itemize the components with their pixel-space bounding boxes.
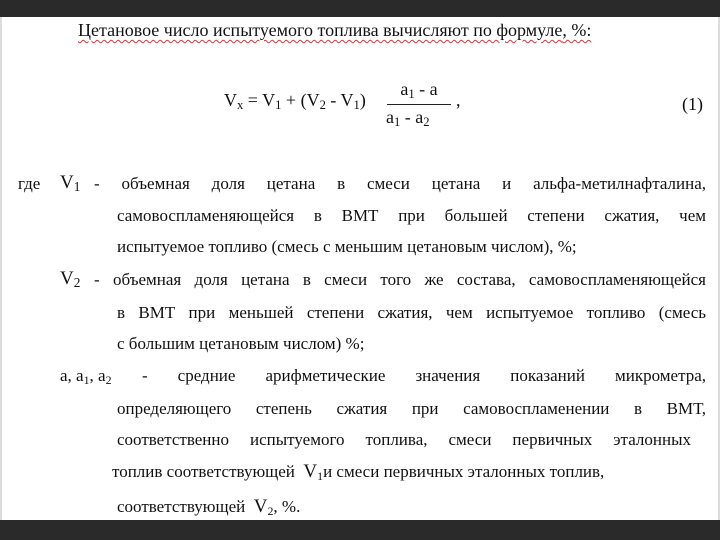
v2-symbol: $V_2$ bbox=[60, 268, 81, 290]
where-label: где bbox=[18, 174, 41, 193]
v1-definition-line-2: самовоспламеняющейся в ВМТ при большей степени сжатия, чем bbox=[117, 206, 706, 225]
left-edge bbox=[0, 17, 2, 520]
top-bar bbox=[0, 0, 720, 17]
fraction-denominator: $a_1 - a_2$ bbox=[386, 107, 430, 129]
v1-definition-line-1: - объемная доля цетана в смеси цетана и альфа-метилнафталина, bbox=[94, 174, 706, 193]
formula-comma: , bbox=[456, 90, 461, 110]
v2-definition-line-3: с большим цетановым числом) %; bbox=[117, 334, 365, 353]
v2-definition-line-1: - объемная доля цетана в смеси того же состава, самовоспламеняющейся bbox=[94, 270, 706, 289]
v1-symbol: $V_1$ bbox=[60, 172, 81, 194]
a-definition-line-3: соответственно испытуемого топлива, смеси первичных эталонных bbox=[117, 430, 691, 449]
v1-definition-line-3: испытуемое топливо (смесь с меньшим цетановым числом), %; bbox=[117, 237, 577, 256]
equation-number: (1) bbox=[682, 94, 703, 114]
a-symbols: a, $a_1$, $a_2$ bbox=[60, 366, 112, 387]
formula-fraction bbox=[384, 79, 454, 130]
formula-lhs: $V_x = V_1 + (V_2 - V_1)$ bbox=[224, 90, 366, 112]
fraction-numerator: $a_1$ - a bbox=[400, 79, 438, 101]
v2-definition-line-2: в ВМТ при меньшей степени сжатия, чем испытуемое топливо (смесь bbox=[117, 303, 706, 322]
a-definition-line-5: соответствующей $V_2$, %. bbox=[117, 496, 301, 518]
a-definition-line-2: определяющего степень сжатия при самовоспламенении в ВМТ, bbox=[117, 399, 706, 418]
fraction-bar bbox=[387, 104, 451, 105]
a-definition-line-1: - средние арифметические значения показаний микрометра, bbox=[142, 366, 706, 385]
a-definition-line-4: топлив соответствующей $V_1и$ смеси первичных эталонных топлив, bbox=[112, 461, 605, 483]
bottom-bar bbox=[0, 520, 720, 540]
page-title: Цетановое число испытуемого топлива вычисляют по формуле, %: bbox=[78, 20, 592, 40]
